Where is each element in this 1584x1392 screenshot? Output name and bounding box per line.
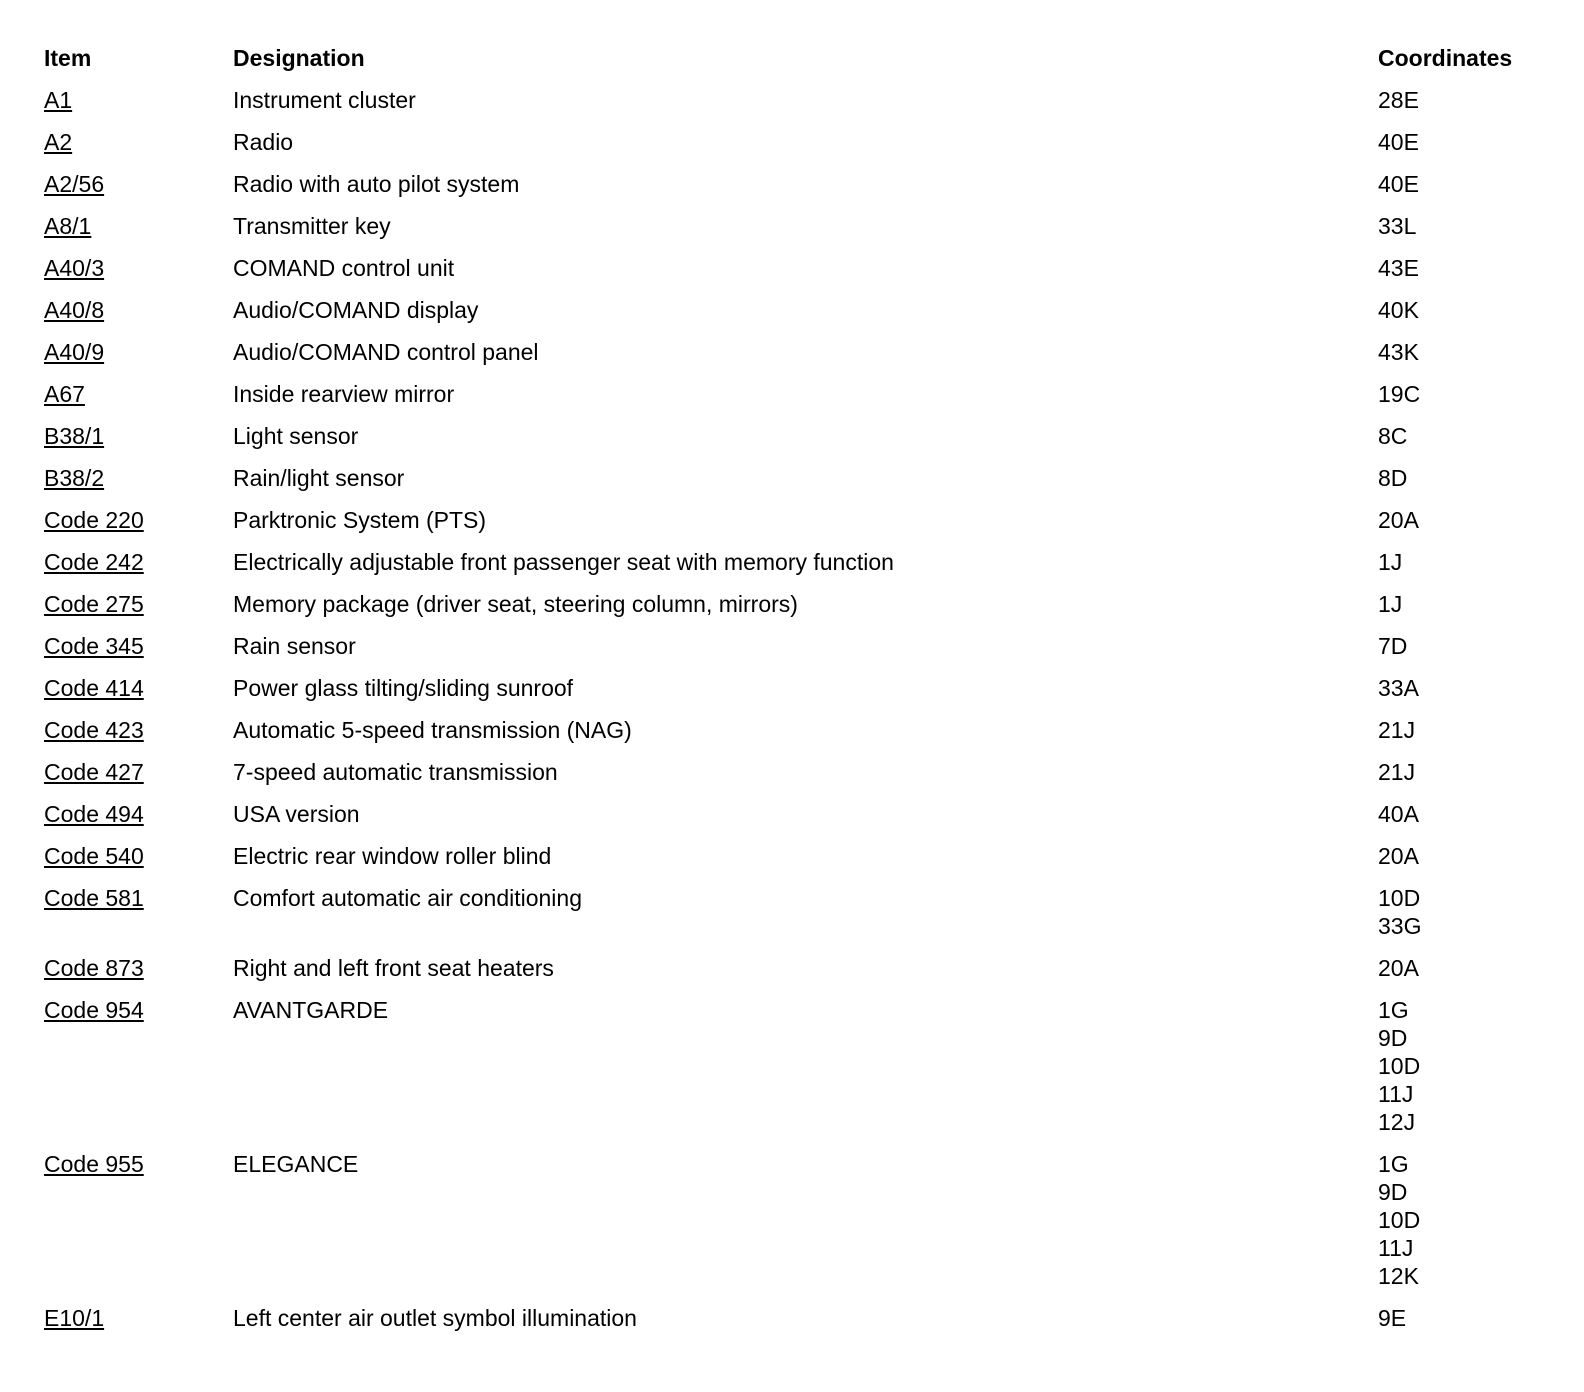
coordinates-cell	[1378, 674, 1544, 716]
coordinate-value: 40A	[1378, 801, 1419, 827]
coordinate-value: 20A	[1378, 843, 1419, 869]
table-row	[44, 1150, 1544, 1304]
coordinate-value: 40E	[1378, 129, 1419, 155]
coordinate-value: 33G	[1378, 913, 1422, 939]
coordinates-cell	[1378, 86, 1544, 128]
coordinates-cell	[1378, 716, 1544, 758]
item-link[interactable]: A67	[44, 381, 85, 407]
coordinate-value: 28E	[1378, 87, 1419, 113]
item-cell	[44, 338, 233, 380]
coordinates-cell	[1378, 590, 1544, 632]
coordinates-cell	[1378, 422, 1544, 464]
column-header-item: Item	[44, 45, 92, 71]
item-link[interactable]: Code 494	[44, 801, 144, 827]
item-cell	[44, 996, 233, 1150]
item-cell	[44, 506, 233, 548]
item-cell	[44, 716, 233, 758]
designation-cell: USA version	[233, 801, 360, 827]
coordinates-cell	[1378, 548, 1544, 590]
designation-cell: Right and left front seat heaters	[233, 955, 554, 981]
table-row	[44, 716, 1544, 758]
table-row	[44, 632, 1544, 674]
table-row	[44, 128, 1544, 170]
designation-cell: COMAND control unit	[233, 255, 455, 281]
item-link[interactable]: Code 954	[44, 997, 144, 1023]
designation-cell: Rain sensor	[233, 633, 356, 659]
coordinate-value: 40E	[1378, 171, 1419, 197]
designation-cell: Radio with auto pilot system	[233, 171, 520, 197]
item-cell	[44, 632, 233, 674]
coordinates-cell	[1378, 632, 1544, 674]
item-cell	[44, 212, 233, 254]
designation-cell: Automatic 5-speed transmission (NAG)	[233, 717, 632, 743]
item-cell	[44, 800, 233, 842]
coordinates-cell	[1378, 296, 1544, 338]
designation-cell: 7-speed automatic transmission	[233, 759, 558, 785]
coordinate-value: 10D	[1378, 885, 1421, 911]
coordinates-cell	[1378, 380, 1544, 422]
table-row	[44, 86, 1544, 128]
coordinate-value: 10D	[1378, 1207, 1421, 1233]
table-row	[44, 464, 1544, 506]
table-row	[44, 338, 1544, 380]
coordinate-value: 20A	[1378, 955, 1419, 981]
designation-cell: Comfort automatic air conditioning	[233, 885, 582, 911]
coordinate-value: 10D	[1378, 1053, 1421, 1079]
designation-cell: Audio/COMAND display	[233, 297, 479, 323]
item-link[interactable]: B38/2	[44, 465, 105, 491]
item-link[interactable]: A1	[44, 87, 73, 113]
header-row	[44, 44, 1544, 86]
table-body	[44, 86, 1544, 1346]
coordinate-value: 7D	[1378, 633, 1408, 659]
item-link[interactable]: Code 873	[44, 955, 144, 981]
item-link[interactable]: Code 955	[44, 1151, 144, 1177]
coordinate-value: 19C	[1378, 381, 1421, 407]
coordinates-cell	[1378, 338, 1544, 380]
item-cell	[44, 254, 233, 296]
component-index-table	[44, 44, 1544, 1346]
designation-cell: AVANTGARDE	[233, 997, 389, 1023]
column-header-coordinates: Coordinates	[1378, 45, 1513, 71]
item-cell	[44, 758, 233, 800]
item-link[interactable]: Code 540	[44, 843, 144, 869]
table-row	[44, 800, 1544, 842]
coordinate-value: 1G	[1378, 997, 1409, 1023]
designation-cell: Memory package (driver seat, steering column, mirrors)	[233, 591, 798, 617]
item-link[interactable]: Code 220	[44, 507, 144, 533]
coordinates-cell	[1378, 128, 1544, 170]
coordinate-value: 1G	[1378, 1151, 1409, 1177]
coordinate-value: 12J	[1378, 1109, 1416, 1135]
table-row	[44, 884, 1544, 954]
coordinate-value: 8C	[1378, 423, 1408, 449]
designation-cell: Radio	[233, 129, 294, 155]
item-cell	[44, 422, 233, 464]
coordinates-cell	[1378, 464, 1544, 506]
item-cell	[44, 1150, 233, 1304]
table-row	[44, 296, 1544, 338]
coordinate-value: 9E	[1378, 1305, 1407, 1331]
item-cell	[44, 674, 233, 716]
item-cell	[44, 380, 233, 422]
coordinates-cell	[1378, 170, 1544, 212]
table-row	[44, 254, 1544, 296]
table-row	[44, 842, 1544, 884]
coordinate-value: 21J	[1378, 759, 1416, 785]
item-cell	[44, 1304, 233, 1346]
designation-cell: Audio/COMAND control panel	[233, 339, 539, 365]
table-row	[44, 758, 1544, 800]
item-cell	[44, 296, 233, 338]
item-cell	[44, 884, 233, 954]
item-cell	[44, 590, 233, 632]
table-row	[44, 170, 1544, 212]
coordinate-value: 1J	[1378, 591, 1403, 617]
table-row	[44, 548, 1544, 590]
item-cell	[44, 86, 233, 128]
item-link[interactable]: Code 345	[44, 633, 144, 659]
coordinate-value: 9D	[1378, 1179, 1408, 1205]
item-link[interactable]: Code 423	[44, 717, 144, 743]
designation-cell: Transmitter key	[233, 213, 391, 239]
coordinates-cell	[1378, 1304, 1544, 1346]
item-link[interactable]: A2/56	[44, 171, 105, 197]
column-header-designation: Designation	[233, 45, 365, 71]
designation-cell: Rain/light sensor	[233, 465, 405, 491]
coordinate-value: 1J	[1378, 549, 1403, 575]
table-row	[44, 996, 1544, 1150]
table-row	[44, 506, 1544, 548]
coordinate-value: 9D	[1378, 1025, 1408, 1051]
designation-cell: Parktronic System (PTS)	[233, 507, 487, 533]
item-link[interactable]: Code 275	[44, 591, 144, 617]
item-link[interactable]: Code 414	[44, 675, 144, 701]
item-link[interactable]: Code 242	[44, 549, 144, 575]
table-row	[44, 212, 1544, 254]
coordinates-cell	[1378, 884, 1544, 954]
item-link[interactable]: A8/1	[44, 213, 92, 239]
component-index-sheet	[44, 44, 1544, 1346]
designation-cell: Electric rear window roller blind	[233, 843, 552, 869]
coordinate-value: 21J	[1378, 717, 1416, 743]
item-cell	[44, 170, 233, 212]
item-link[interactable]: A40/8	[44, 297, 105, 323]
coordinates-cell	[1378, 954, 1544, 996]
table-row	[44, 674, 1544, 716]
item-link[interactable]: A2	[44, 129, 73, 155]
coordinates-cell	[1378, 254, 1544, 296]
item-link[interactable]: B38/1	[44, 423, 105, 449]
designation-cell: Power glass tilting/sliding sunroof	[233, 675, 574, 701]
table-row	[44, 954, 1544, 996]
item-link[interactable]: A40/3	[44, 255, 105, 281]
coordinate-value: 33L	[1378, 213, 1417, 239]
item-link[interactable]: Code 427	[44, 759, 144, 785]
item-link[interactable]: Code 581	[44, 885, 144, 911]
coordinate-value: 11J	[1378, 1081, 1414, 1107]
designation-cell: ELEGANCE	[233, 1151, 359, 1177]
item-cell	[44, 464, 233, 506]
coordinate-value: 11J	[1378, 1235, 1414, 1261]
coordinates-cell	[1378, 506, 1544, 548]
coordinate-value: 20A	[1378, 507, 1419, 533]
coordinate-value: 12K	[1378, 1263, 1419, 1289]
coordinate-value: 43K	[1378, 339, 1419, 365]
coordinates-cell	[1378, 996, 1544, 1150]
table-row	[44, 380, 1544, 422]
item-cell	[44, 548, 233, 590]
designation-cell: Light sensor	[233, 423, 359, 449]
coordinate-value: 43E	[1378, 255, 1419, 281]
designation-cell: Left center air outlet symbol illumination	[233, 1305, 637, 1331]
designation-cell: Inside rearview mirror	[233, 381, 455, 407]
item-cell	[44, 128, 233, 170]
item-link[interactable]: A40/9	[44, 339, 105, 365]
coordinate-value: 40K	[1378, 297, 1419, 323]
designation-cell: Electrically adjustable front passenger seat with memory function	[233, 549, 894, 575]
coordinates-cell	[1378, 212, 1544, 254]
designation-cell: Instrument cluster	[233, 87, 416, 113]
table-row	[44, 422, 1544, 464]
coordinate-value: 33A	[1378, 675, 1419, 701]
table-row	[44, 1304, 1544, 1346]
coordinates-cell	[1378, 1150, 1544, 1304]
item-cell	[44, 842, 233, 884]
coordinates-cell	[1378, 800, 1544, 842]
table-row	[44, 590, 1544, 632]
item-cell	[44, 954, 233, 996]
coordinates-cell	[1378, 758, 1544, 800]
item-link[interactable]: E10/1	[44, 1305, 105, 1331]
coordinates-cell	[1378, 842, 1544, 884]
coordinate-value: 8D	[1378, 465, 1408, 491]
